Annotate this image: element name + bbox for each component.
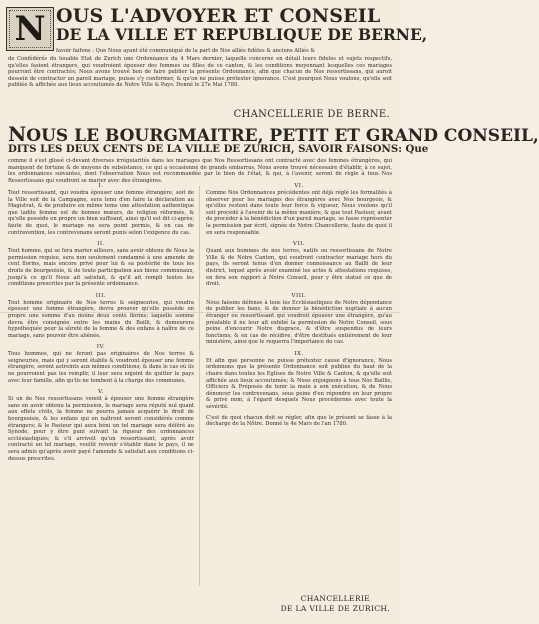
article-text: Nous faisons défense à tous les Ecclésiastiques de Notre dépendance de publier les bans, & de donner la bénédiction nuptiale à aucun étranger ou ressortissant qui voudroit épouser une étrangère, qu'au préalable il ne leur ait exhibé la permission de Notre Conseil, sous peine d'encourir Notre disgrace, & d'être suspendus de leurs fonctions; & en cas de récidive, d'être destitués entièrement de leur ministère, ainsi que le requerra l'importance du cas. [206, 299, 392, 346]
zurich-decree-subtitle: DITS LES DEUX CENTS DE LA VILLE DE ZURICH, SAVOIR FAISONS: Que [8, 143, 429, 155]
article-section [206, 240, 392, 288]
article-text: Tout homme originaire de Nos terres & seigneuries, qui voudra épouser une femme étrangère, devra prouver qu'elle possède en propre une somme d'au moins deux cents florins; laquelle somme devra être consignée entre les mains du Bailli, & demeurera hypothéquée pour la sûreté de la femme & des enfans à naître de ce mariage, sans pouvoir être aliénée. [8, 299, 194, 339]
left-column [8, 182, 194, 582]
article-text: Tous hommes, qui ne feront pas originaires de Nos terres & seigneuries, mais qui y seront établis & voudront épouser une femme étrangère, seront astreints aux mêmes conditions; & dans le cas où ils ne pourroient pas les remplir, il leur sera enjoint de quitter le pays avec leur famille, afin qu'ils ne tombent à la charge des communes. [8, 351, 194, 384]
article-text: Et afin que personne ne puisse prétexter cause d'ignorance, Nous ordonnons que la présente Ordonnance soit publiée du haut de la chaire dans toutes les Eglises de Notre Ville & Canton, & qu'elle soit affichée aux lieux accoutumés; & Nous enjoignons à tous Nos Baillis, Officiers & Préposés de tenir la main à son exécution, & de Nous dénoncer les contrevenans, sous peine d'en répondre en leur propre & privé nom, à l'égard desquels Nous procéderons avec toute la sévérité. [206, 357, 392, 411]
zurich-intro-text: comme il s'est glissé ci-devant diverses irrégularités dans les mariages que Nos Ressortissans ont contracté avec des femmes étrangères, qui manquent de fortune & de moyens de subsistance, ce qui a occasionné de grands embarras, Nous avons trouvé nécessaire d'établir, à ce sujet, les ordonnances suivantes, dont l'observation Nous est recommandée par le bien de l'état, & qui, à l'avenir, seront de règle à tous Nos Ressortissans qui voudront se marier avec des étrangères. [8, 158, 392, 184]
article-number: IX. [294, 350, 304, 357]
article-section [206, 292, 392, 346]
berne-decree-subtitle: DE LA VILLE ET REPUBLIQUE DE BERNE, [56, 25, 428, 44]
article-number: VIII. [291, 292, 307, 299]
article-text: Tout homme, qui se fera marier ailleurs, sans avoir obtenu de Nous la permission requise, sera non seulement condamné à une amende de cent florins, mais encore privé pour lui & sa postérité de tous les droits de bourgeoisie, & de toute participation aux biens communaux, jusqu'à ce qu'il Nous ait satisfait, & qu'il ait rempli toutes les conditions prescrites par la présente ordonnance. [8, 248, 194, 288]
article-section [206, 350, 392, 411]
article-section [206, 182, 392, 236]
berne-first-line: favoir faifons : Que Nous ayant été communiqué de la part de Nos alliés fidèles & anciens Alliés & [56, 48, 316, 54]
article-section [8, 182, 194, 236]
berne-body-text: de Confédérés du louable Etat de Zurich une Ordonnance du 4 Mars dernier, laquelle concerne en détail leurs fideles et sujets respectifs, qu'elles fasient étrangers, qui voudroient épouser des femmes ou filles de ce canton, & les conditions moyennant lesquelles ces mariages pourront être contractés; Nous avons trouvé bon de faire publier la présente Ordonnance, afin que chacun de Nos ressortissans, qui auroit dessein de contracter un pareil mariage, puisse s'y conformer, & qu'on ne puisse prétexter ignorance. C'est pourquoi Nous voulons, qu'elle soit publiée & affichée aux lieux accoutumés de Notre Ville & Pays. Donné le 27e Mai 1780. [8, 56, 392, 89]
zurich-signature-line1: CHANCELLERIE [300, 594, 370, 603]
zurich-title-rest: OUS LE BOURGMAITRE, PETIT ET GRAND CONSEIL, [26, 126, 539, 146]
article-text: Tout ressortissant, qui voudra épouser une femme étrangère, soit de la Ville soit de la Campagne, sera tenu d'en faire la déclaration au Magistrat, & de produire en même tems une attestation authentique que ladite femme est de bonnes mœurs, de religion réformée, & qu'elle possède en propre un bien suffisant, ainsi qu'il est dit ci-après; faute de quoi, le mariage ne sera point permis, & en cas de contravention, les contrevenans seront punis selon l'exigence du cas. [8, 190, 194, 236]
zurich-signature-line2: DE LA VILLE DE ZURICH. [280, 604, 390, 613]
article-text: Comme Nos Ordonnances précédentes ont déjà réglé les formalités à observer pour les mariages des étrangères avec Nos bourgeois, & qu'elles restent dans toute leur force & vigueur, Nous voulons qu'il soit procédé à l'avenir de la même manière, & que tout Pasteur, avant de procéder à la bénédiction d'un pareil mariage, se fasse représenter la permission par écrit, signée de Notre Chancellerie, faute de quoi il en sera responsable. [206, 190, 392, 236]
article-section [8, 292, 194, 340]
zurich-signature [281, 594, 390, 614]
ornamental-initial [6, 7, 54, 51]
initial-letter: N [14, 9, 46, 49]
article-section [8, 343, 194, 384]
article-number: III. [95, 292, 107, 299]
berne-signature: CHANCELLERIE DE BERNE. [233, 109, 390, 120]
article-section [8, 388, 194, 462]
article-number: VI. [294, 183, 304, 189]
article-section [8, 240, 194, 288]
column-divider [199, 186, 200, 586]
article-number: VII. [292, 241, 306, 248]
right-column [206, 182, 392, 582]
berne-decree-title: OUS L'ADVOYER ET CONSEIL [56, 5, 381, 27]
zurich-title-initial: N [8, 122, 27, 146]
article-number: II. [97, 241, 105, 248]
article-number: IV. [96, 344, 106, 351]
article-number: I. [98, 183, 104, 189]
article-number: V. [98, 389, 104, 396]
article-text: Quant aux hommes de nos terres, natifs ou ressortissans de Notre Ville & de Notre Canton, qui voudront contracter mariage hors du pays, ils seront tenus d'en donner connoissance au Bailli de leur district, lequel après avoir examiné les actes & attestations requises, en fera son rapport à Notre Conseil, pour y être statué ce que de droit. [206, 248, 392, 288]
closing-text: C'est de quoi chacun doit se régler, afin que le présent se fasse à la décharge de la Nôtre. Donné le 4e Mars de l'an 1780. [206, 414, 392, 428]
article-text: Si un de Nos ressortissans venoit à épouser une femme étrangère sans en avoir obtenu la permission, le mariage sera réputé nul quant aux effets civils, la femme ne pourra jamais acquérir le droit de bourgeoisie, & les enfans qui en naîtront seront considérés comme étrangers; & le Pasteur qui aura béni un tel mariage sera déféré au Synode, pour y être puni suivant la rigueur des ordonnances ecclésiastiques; & s'il arrivoit qu'un ressortissant, après avoir contracté un tel mariage, voulût revenir s'établir dans le pays, il ne sera admis qu'après avoir payé l'amende & satisfait aux conditions ci-dessus prescrites. [8, 396, 194, 462]
